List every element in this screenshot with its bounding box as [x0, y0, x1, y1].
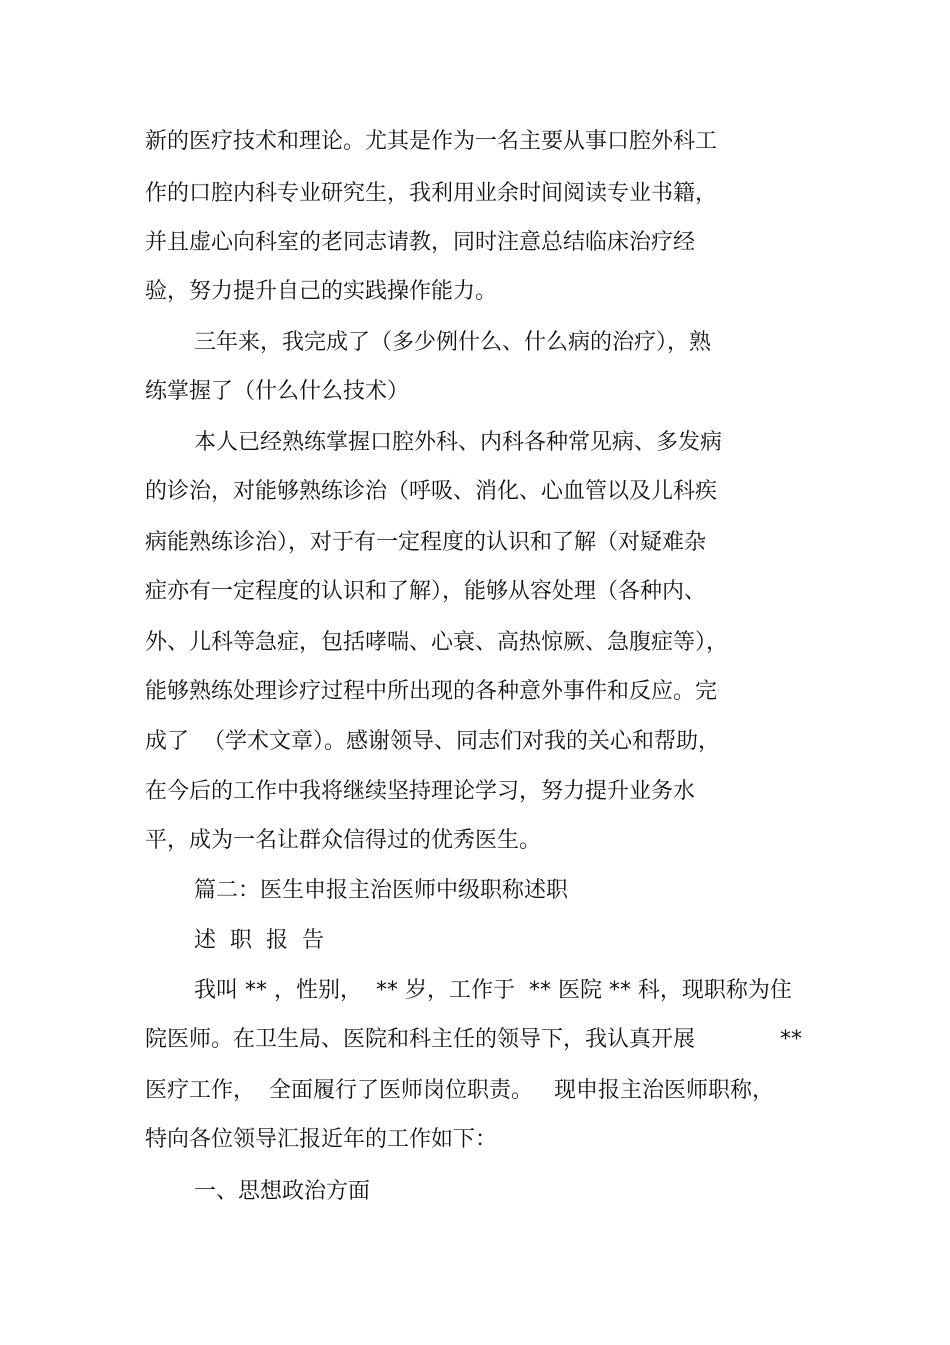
- paragraph-line: 病能熟练诊治），对于有一定程度的认识和了解（对疑难杂: [145, 530, 707, 555]
- report-title: 述 职 报 告: [194, 928, 324, 953]
- paragraph-line: 院医师。在卫生局、医院和科主任的领导下，我认真开展: [145, 1027, 696, 1052]
- paragraph-line: 成了 （学术文章）。感谢领导、同志们对我的关心和帮助，: [145, 729, 720, 754]
- paragraph-line: 并且虚心向科室的老同志请教，同时注意总结临床治疗经: [145, 230, 696, 255]
- paragraph-line: 的诊治，对能够熟练诊治（呼吸、消化、心血管以及儿科疾: [145, 479, 718, 504]
- placeholder-stars: **: [780, 1027, 802, 1052]
- paragraph-line: 特向各位领导汇报近年的工作如下：: [145, 1127, 498, 1152]
- paragraph-line: 症亦有一定程度的认识和了解），能够从容处理（各种内、: [145, 579, 707, 604]
- paragraph-line: 验，努力提升自己的实践操作能力。: [145, 279, 498, 304]
- paragraph-line: 三年来，我完成了（多少例什么、什么病的治疗），熟: [194, 330, 712, 355]
- paragraph-line: 医疗工作， 全面履行了医师岗位职责。 现申报主治医师职称，: [145, 1078, 774, 1103]
- section-heading: 一、思想政治方面: [194, 1179, 371, 1204]
- paragraph-line: 本人已经熟练掌握口腔外科、内科各种常见病、多发病: [194, 430, 723, 455]
- section-heading: 篇二：医生申报主治医师中级职称述职: [194, 878, 569, 903]
- paragraph-line: 能够熟练处理诊疗过程中所出现的各种意外事件和反应。完: [145, 679, 718, 704]
- paragraph-line: 作的口腔内科专业研究生，我利用业余时间阅读专业书籍，: [145, 181, 718, 206]
- paragraph-line: 在今后的工作中我将继续坚持理论学习，努力提升业务水: [145, 779, 696, 804]
- paragraph-line: 平，成为一名让群众信得过的优秀医生。: [145, 828, 542, 853]
- paragraph-line: 外、儿科等急症，包括哮喘、心衰、高热惊厥、急腹症等），: [145, 630, 729, 655]
- paragraph-line: 新的医疗技术和理论。尤其是作为一名主要从事口腔外科工: [145, 129, 718, 154]
- paragraph-line: 我叫 ** ，性别， ** 岁，工作于 ** 医院 ** 科，现职称为住: [194, 978, 792, 1003]
- paragraph-line: 练掌握了（什么什么技术）: [145, 379, 410, 404]
